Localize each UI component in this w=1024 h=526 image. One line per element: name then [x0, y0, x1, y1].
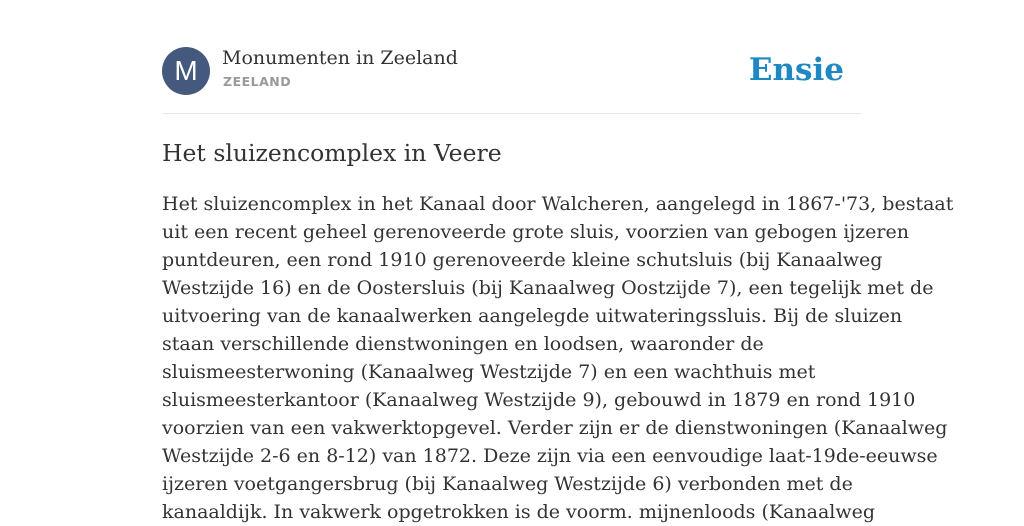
source-name-link[interactable]: Monumenten in Zeeland	[222, 47, 458, 69]
article-line: Westzijde 2-6 en 8-12) van 1872. Deze zijn via een eenvoudige laat-19de-eeuwse	[162, 445, 938, 467]
article-title: Het sluizencomplex in Veere	[162, 139, 502, 167]
source-subtitle: ZEELAND	[223, 74, 292, 89]
article-line: kanaaldijk. In vakwerk opgetrokken is de voorm. mijnenloods (Kanaalweg	[162, 501, 876, 523]
article-line: sluismeesterkantoor (Kanaalweg Westzijde 9), gebouwd in 1879 en rond 1910	[162, 389, 916, 411]
article-body	[162, 190, 954, 526]
source-header	[162, 46, 862, 96]
article-line: puntdeuren, een rond 1910 gerenoveerde kleine schutsluis (bij Kanaalweg	[162, 249, 883, 271]
source-avatar[interactable]: M	[162, 47, 210, 95]
article-line: Het sluizencomplex in het Kanaal door Walcheren, aangelegd in 1867-'73, bestaat	[162, 193, 954, 215]
article-line: ijzeren voetgangersbrug (bij Kanaalweg Westzijde 6) verbonden met de	[162, 473, 853, 495]
article-line: uit een recent geheel gerenoveerde grote sluis, voorzien van gebogen ijzeren	[162, 221, 909, 243]
ensie-logo[interactable]: Ensie	[748, 52, 844, 88]
article-line: voorzien van een vakwerktopgevel. Verder zijn er de dienstwoningen (Kanaalweg	[162, 417, 948, 439]
header-divider	[162, 113, 862, 114]
article-line: staan verschillende dienstwoningen en loodsen, waaronder de	[162, 333, 764, 355]
article-line: Westzijde 16) en de Oostersluis (bij Kanaalweg Oostzijde 7), een tegelijk met de	[162, 277, 934, 299]
article-line: uitvoering van de kanaalwerken aangelegde uitwateringssluis. Bij de sluizen	[162, 305, 903, 327]
article-line: sluismeesterwoning (Kanaalweg Westzijde 7) en een wachthuis met	[162, 361, 816, 383]
